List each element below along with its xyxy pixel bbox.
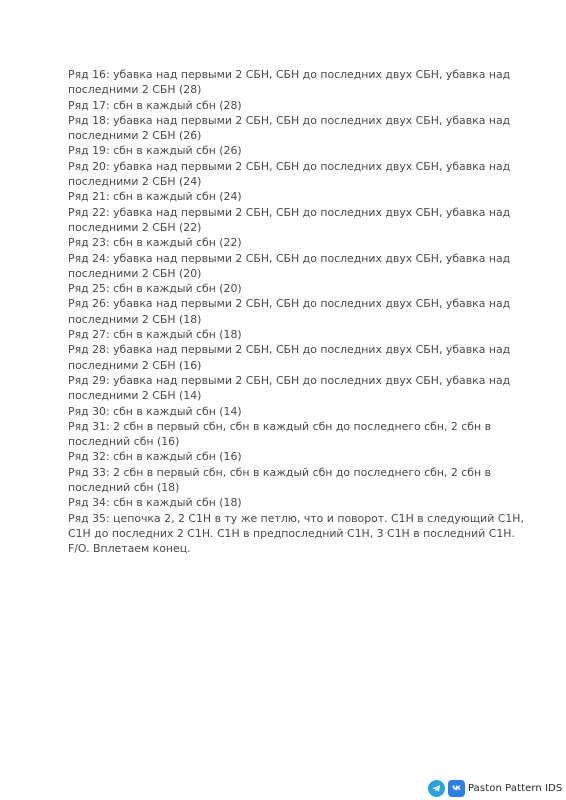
text-line: последними 2 СБН (18)	[68, 312, 202, 326]
text-line: Ряд 20: убавка над первыми 2 СБН, СБН до последних двух СБН, убавка над	[68, 159, 511, 173]
text-line: Ряд 33: 2 сбн в первый сбн, сбн в каждый сбн до последнего сбн, 2 сбн в	[68, 465, 492, 479]
text-line: последними 2 СБН (28)	[68, 83, 202, 97]
text-line: последними 2 СБН (20)	[68, 266, 202, 280]
text-line: последними 2 СБН (22)	[68, 220, 202, 234]
text-line: Ряд 18: убавка над первыми 2 СБН, СБН до последних двух СБН, убавка над	[68, 113, 511, 127]
text-line: последний сбн (18)	[68, 481, 180, 495]
text-line: Ряд 17: сбн в каждый сбн (28)	[68, 98, 242, 112]
vk-icon	[448, 780, 465, 797]
text-line: последними 2 СБН (24)	[68, 175, 202, 189]
text-line: последними 2 СБН (26)	[68, 129, 202, 143]
text-line: Ряд 25: сбн в каждый сбн (20)	[68, 282, 242, 296]
text-line: Ряд 16: убавка над первыми 2 СБН, СБН до последних двух СБН, убавка над	[68, 68, 511, 81]
document-body	[68, 67, 524, 557]
text-line: Ряд 27: сбн в каждый сбн (18)	[68, 328, 242, 342]
text-line: последний сбн (16)	[68, 435, 180, 449]
telegram-icon	[428, 780, 445, 797]
text-line: последними 2 СБН (14)	[68, 389, 202, 403]
text-line: Ряд 24: убавка над первыми 2 СБН, СБН до последних двух СБН, убавка над	[68, 251, 511, 265]
text-line: Ряд 30: сбн в каждый сбн (14)	[68, 404, 242, 418]
text-line: последними 2 СБН (16)	[68, 358, 202, 372]
text-line: Ряд 26: убавка над первыми 2 СБН, СБН до последних двух СБН, убавка над	[68, 297, 511, 311]
text-line: Ряд 34: сбн в каждый сбн (18)	[68, 496, 242, 510]
watermark-text: Paston Pattern IDS	[468, 782, 563, 794]
text-line: Ряд 32: сбн в каждый сбн (16)	[68, 450, 242, 464]
text-line: Ряд 35: цепочка 2, 2 С1Н в ту же петлю, что и поворот. С1Н в следующий С1Н,	[68, 511, 524, 525]
text-line: Ряд 31: 2 сбн в первый сбн, сбн в каждый сбн до последнего сбн, 2 сбн в	[68, 419, 492, 433]
watermark	[428, 778, 562, 798]
text-line: Ряд 19: сбн в каждый сбн (26)	[68, 144, 242, 158]
text-line: Ряд 28: убавка над первыми 2 СБН, СБН до последних двух СБН, убавка над	[68, 343, 511, 357]
text-line: Ряд 29: убавка над первыми 2 СБН, СБН до последних двух СБН, убавка над	[68, 373, 511, 387]
text-line: Ряд 22: убавка над первыми 2 СБН, СБН до последних двух СБН, убавка над	[68, 205, 511, 219]
text-line: Ряд 21: сбн в каждый сбн (24)	[68, 190, 242, 204]
text-line: F/O. Вплетаем конец.	[68, 542, 191, 556]
text-line: С1Н до последних 2 С1Н. С1Н в предпоследний С1Н, 3 С1Н в последний С1Н.	[68, 526, 515, 540]
text-line: Ряд 23: сбн в каждый сбн (22)	[68, 236, 242, 250]
